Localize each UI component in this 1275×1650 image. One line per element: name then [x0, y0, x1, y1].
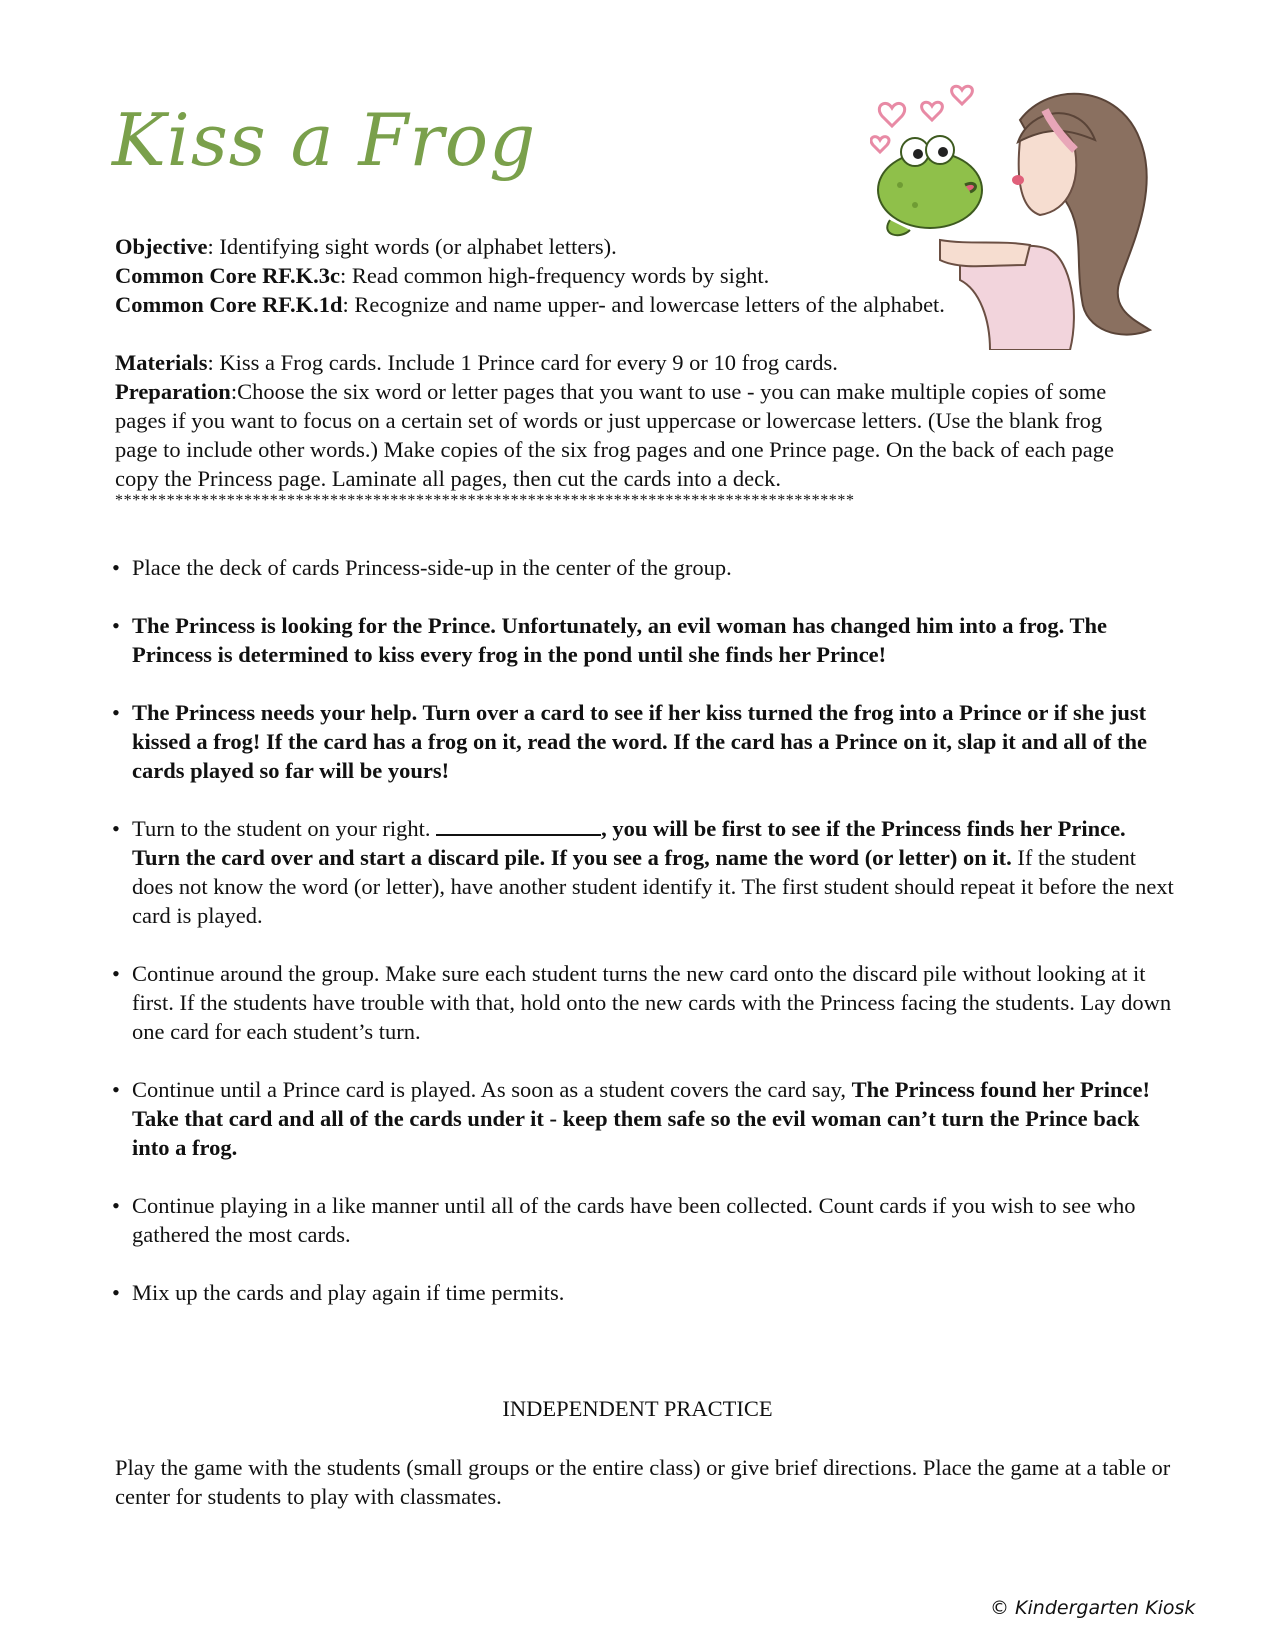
instruction-list: [112, 553, 1177, 1336]
common-core-line-2: [115, 290, 1175, 319]
preparation-text: :Choose the six word or letter pages that you want to use - you can make multiple copies of some pages if you want to focus on a certain set of words or just uppercase or lowercase letters. (Use the blank frog page to include other words.) Make copies of the six frog pages and one Prince page. On the back of each page copy the Princess page. Laminate all pages, then cut the cards into a deck.: [115, 379, 1115, 491]
materials-line: [115, 348, 1175, 377]
step-text: Place the deck of cards Princess-side-up in the center of the group.: [132, 555, 732, 580]
divider: **************************************************************************************: [115, 492, 855, 509]
step-text: The Princess needs your help. Turn over a card to see if her kiss turned the frog into a Prince or if she just kissed a frog! If the card has a frog on it, read the word. If the card has a Prince on it, slap it and all of the cards played so far will be yours!: [132, 700, 1147, 783]
common-core-label-1: Common Core RF.K.3c: [115, 263, 340, 288]
objective-line: [115, 232, 1175, 261]
step-text-bold: , you will be first to see if the Princess finds her Prince. Turn the card over and start a discard pile. If you see a frog, name the word (or letter) on it.: [132, 816, 1126, 870]
materials-text: : Kiss a Frog cards. Include 1 Prince card for every 9 or 10 frog cards.: [207, 350, 838, 375]
independent-practice-text: Play the game with the students (small groups or the entire class) or give brief directions. Place the game at a table or center for students to play with classmates.: [115, 1455, 1171, 1509]
preparation-paragraph: [115, 377, 1115, 493]
materials-label: Materials: [115, 350, 208, 375]
page-title: Kiss a Frog: [112, 98, 537, 182]
list-item: [112, 553, 1177, 582]
common-core-line-1: [115, 261, 1175, 290]
student-name-blank: [436, 814, 601, 836]
objective-text: : Identifying sight words (or alphabet letters).: [207, 234, 617, 259]
list-item: [112, 611, 1177, 669]
step-text: Mix up the cards and play again if time permits.: [132, 1280, 565, 1305]
step-text: Continue playing in a like manner until all of the cards have been collected. Count cards if you wish to see who gathered the most cards.: [132, 1193, 1136, 1247]
list-item: [112, 1191, 1177, 1249]
lesson-header: [115, 232, 1175, 493]
step-text: If the student does not know the word (or letter), have another student identify it. The first student should repeat it before the next card is played.: [132, 845, 1174, 928]
copyright-credit: © Kindergarten Kiosk: [990, 1597, 1196, 1619]
preparation-label: Preparation: [115, 379, 231, 404]
step-text: Continue around the group. Make sure each student turns the new card onto the discard pile without looking at it first. If the students have trouble with that, hold onto the new cards with the Princess facing the students. Lay down one card for each student’s turn.: [132, 961, 1172, 1044]
step-text: Continue until a Prince card is played. As soon as a student covers the card say,: [132, 1077, 852, 1102]
step-text: Turn to the student on your right.: [132, 816, 437, 841]
common-core-label-2: Common Core RF.K.1d: [115, 292, 343, 317]
list-item: [112, 959, 1177, 1046]
independent-practice-heading: INDEPENDENT PRACTICE: [502, 1396, 773, 1421]
frog-icon: [878, 136, 982, 235]
objective-label: Objective: [115, 234, 208, 259]
step-text: The Princess is looking for the Prince. Unfortunately, an evil woman has changed him into a frog. The Princess is determined to kiss every frog in the pond until she finds her Prince!: [132, 613, 1108, 667]
common-core-text-2: : Recognize and name upper- and lowercase letters of the alphabet.: [342, 292, 945, 317]
list-item: [112, 698, 1177, 785]
list-item: [112, 1278, 1177, 1307]
list-item: [112, 814, 1177, 930]
list-item: [112, 1075, 1177, 1162]
common-core-text-1: : Read common high-frequency words by sight.: [339, 263, 770, 288]
step-text-bold: The Princess found her Prince! Take that card and all of the cards under it - keep them safe so the evil woman can’t turn the Prince back into a frog.: [132, 1077, 1150, 1160]
